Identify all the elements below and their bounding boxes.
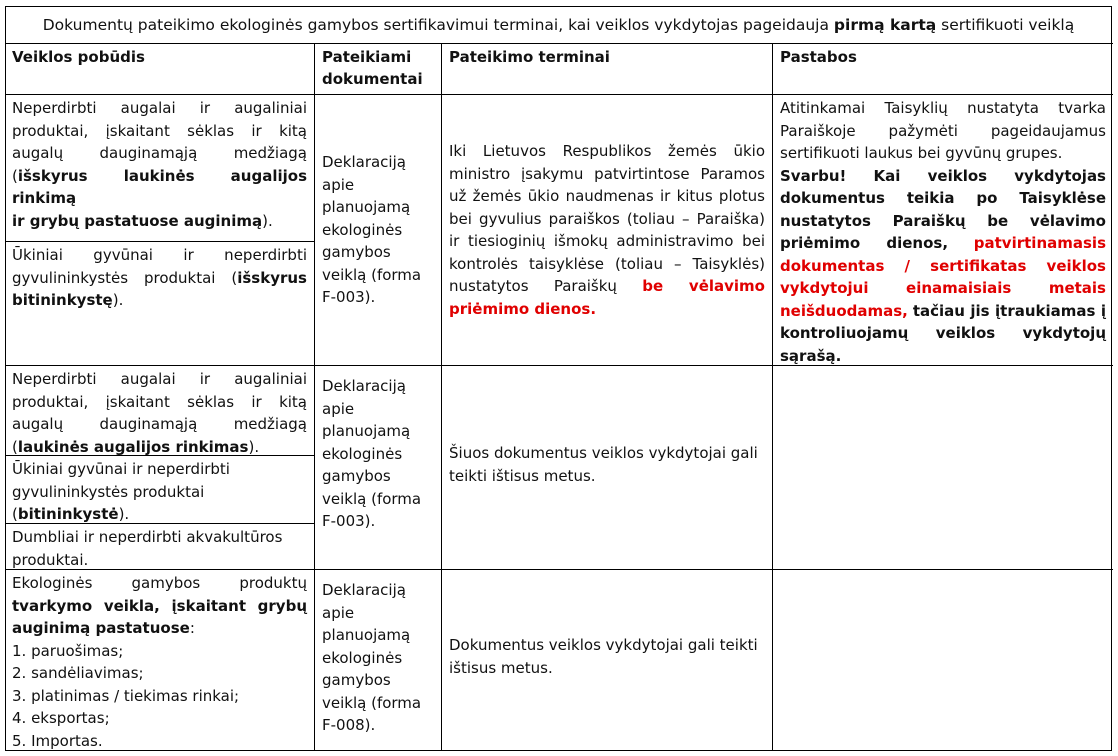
s2-notes: [772, 365, 1113, 569]
list-item: 1. paruošimas;: [12, 641, 124, 660]
s3-notes: [772, 569, 1113, 751]
list-item: 3. platinimas / tiekimas rinkai;: [12, 686, 240, 705]
s1-activity-animals: Ūkiniai gyvūnai ir neperdirbti gyvulininkystės produktai (išskyrus bitininkystę).: [5, 241, 314, 365]
s3-deadline: Dokumentus veiklos vykdytojai gali teikti ištisus metus.: [441, 569, 772, 751]
s3-documents: Deklaraciją apie planuojamą ekologinės gamybos veiklą (forma F-008).: [314, 569, 441, 751]
table-title: [5, 6, 1112, 44]
title-text: Dokumentų pateikimo ekologinės gamybos sertifikavimui terminai, kai veiklos vykdytojas pageidauja pirmą kartą sertifikuoti veiklą: [42, 16, 1075, 34]
header-deadline: Pateikimo terminai: [441, 43, 772, 94]
header-documents: Pateikiami dokumentai: [314, 43, 441, 94]
s1-documents: Deklaraciją apie planuojamą ekologinės gamybos veiklą (forma F-003).: [314, 94, 441, 365]
s1-deadline: Iki Lietuvos Respublikos žemės ūkio ministro įsakymu patvirtintose Paramos už žemės ūkio naudmenas ir kitus plotus bei gyvulius paraiškos (toliau – Paraiška) ir tiesioginių išmokų administravimo bei kontrolės taisyklėse (toliau – Taisyklės) nustatytos Paraiškų be vėlavimo priėmimo dienos.: [441, 94, 772, 365]
s2-deadline: Šiuos dokumentus veiklos vykdytojai gali teikti ištisus metus.: [441, 365, 772, 569]
header-notes: Pastabos: [772, 43, 1113, 94]
s2-activity-wild-plants: Neperdirbti augalai ir augaliniai produktai, įskaitant sėklas ir kitą augalų dauginamąją medžiagą (laukinės augalijos rinkimas).: [5, 365, 314, 455]
s1-notes: Atitinkamai Taisyklių nustatyta tvarka Paraiškoje pažymėti pageidaujamus sertifikuoti laukus bei gyvūnų grupes. Svarbu! Kai veiklos vykdytojas dokumentus teikia po Taisyklėse nustatytos Paraiškų be vėlavimo priėmimo dienos, patvirtinamasis dokumentas / sertifikatas veiklos vykdytojui einamaisiais metais neišduodamas, tačiau jis įtraukiamas į kontroliuojamų veiklos vykdytojų sąrašą.: [772, 94, 1113, 365]
s2-activity-algae: Dumbliai ir neperdirbti akvakultūros produktai.: [5, 523, 314, 569]
s1-activity-plants: Neperdirbti augalai ir augaliniai produktai, įskaitant sėklas ir kitą augalų dauginamąją medžiagą (išskyrus laukinės augalijos rinkimą ir grybų pastatuose auginimą).: [5, 94, 314, 241]
list-item: 2. sandėliavimas;: [12, 664, 144, 682]
list-item: 5. Importas.: [12, 731, 103, 750]
requirements-table: [5, 43, 1112, 751]
s3-activity-handling: Ekologinės gamybos produktų tvarkymo veikla, įskaitant grybų auginimą pastatuose: 1. paruošimas; 2. sandėliavimas; 3. platinimas / tiekimas rinkai; 4. eksportas; 5. Importas.: [5, 569, 314, 751]
list-item: 4. eksportas;: [12, 709, 110, 727]
s2-activity-beekeeping: Ūkiniai gyvūnai ir neperdirbti gyvulininkystės produktai (bitininkystė).: [5, 455, 314, 523]
s2-documents: Deklaraciją apie planuojamą ekologinės gamybos veiklą (forma F-003).: [314, 365, 441, 569]
header-activity: Veiklos pobūdis: [5, 43, 314, 94]
